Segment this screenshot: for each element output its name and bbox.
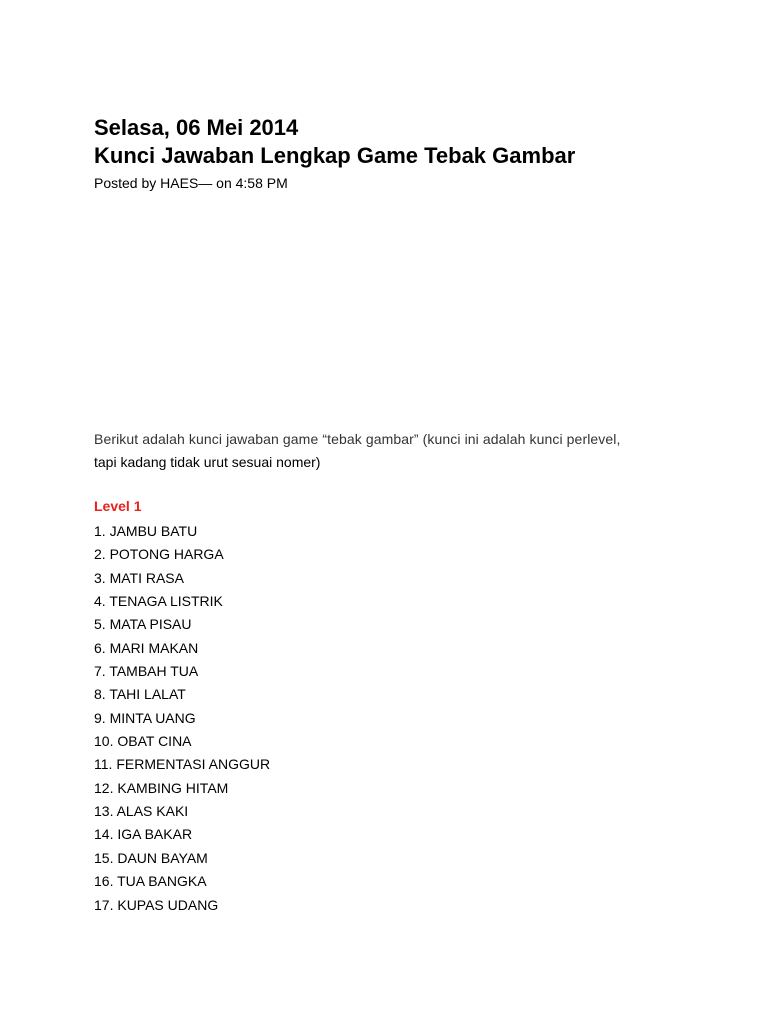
answer-item: 15. DAUN BAYAM	[94, 849, 208, 866]
answer-item: 2. POTONG HARGA	[94, 546, 224, 563]
answer-item: 5. MATA PISAU	[94, 616, 192, 633]
post-byline: Posted by HAES— on 4:58 PM	[94, 175, 288, 191]
answer-item: 12. KAMBING HITAM	[94, 779, 229, 796]
level-heading: Level 1	[94, 498, 142, 514]
post-title: Kunci Jawaban Lengkap Game Tebak Gambar	[94, 143, 576, 168]
answer-item: 6. MARI MAKAN	[94, 639, 199, 656]
answer-item: 8. TAHI LALAT	[94, 686, 186, 703]
answer-item: 9. MINTA UANG	[94, 709, 196, 726]
answer-item: 4. TENAGA LISTRIK	[94, 593, 223, 610]
answer-item: 14. IGA BAKAR	[94, 826, 193, 843]
answer-item: 11. FERMENTASI ANGGUR	[94, 756, 271, 773]
intro-paragraph	[94, 428, 734, 474]
answer-item: 3. MATI RASA	[94, 569, 184, 586]
blog-post	[94, 114, 734, 913]
answer-item: 1. JAMBU BATU	[94, 523, 198, 539]
answer-list	[94, 520, 270, 917]
intro-line-1: Berikut adalah kunci jawaban game “tebak gambar” (kunci ini adalah kunci perlevel,	[94, 431, 621, 447]
answer-item: 13. ALAS KAKI	[94, 803, 189, 820]
answer-item: 7. TAMBAH TUA	[94, 663, 199, 680]
post-date: Selasa, 06 Mei 2014	[94, 115, 299, 140]
answer-item: 16. TUA BANGKA	[94, 873, 207, 890]
answer-item: 17. KUPAS UDANG	[94, 896, 219, 913]
intro-line-2: tapi kadang tidak urut sesuai nomer)	[94, 454, 321, 470]
answer-item: 10. OBAT CINA	[94, 733, 192, 750]
